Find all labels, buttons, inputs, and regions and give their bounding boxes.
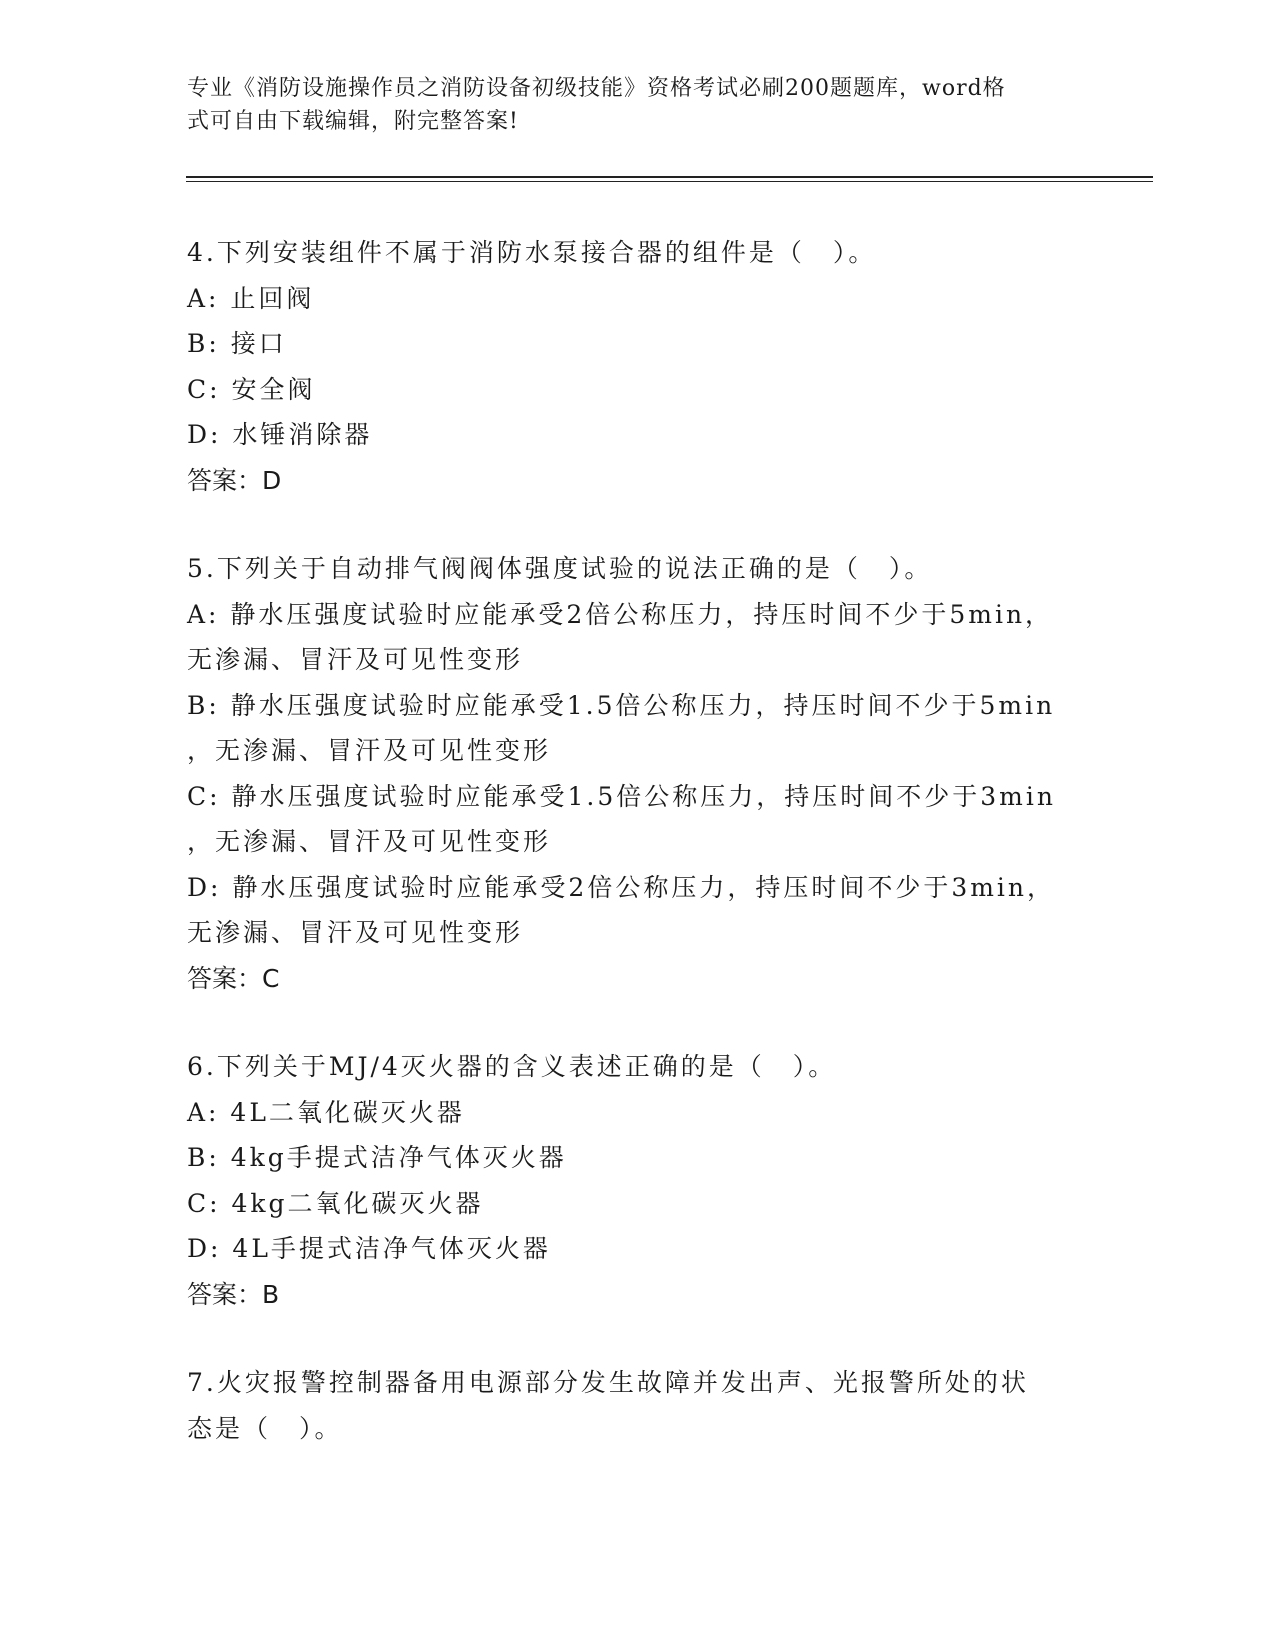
option-a: A: 静水压强度试验时应能承受2倍公称压力，持压时间不少于5min， [187,599,1054,629]
option-d: D: 4L手提式洁净气体灭火器 [187,1234,551,1263]
header-divider-thick [186,176,1153,178]
answer-label: 答案：C [187,963,280,993]
question-stem: 4.下列安装组件不属于消防水泵接合器的组件是（ ）。 [187,238,877,267]
option-b: B: 4kg手提式洁净气体灭火器 [187,1143,567,1172]
answer-label: 答案：B [187,1279,280,1309]
question-stem: 6.下列关于MJ/4灭火器的含义表述正确的是（ ）。 [187,1052,837,1081]
header-line-2: 式可自由下载编辑，附完整答案! [187,109,519,134]
question-stem-continued: 态是（ ）。 [187,1413,343,1443]
option-d-continued: 无渗漏、冒汗及可见性变形 [187,918,524,947]
question-4 [187,230,1087,503]
option-b-continued: ，无渗漏、冒汗及可见性变形 [187,736,552,765]
option-b: B: 静水压强度试验时应能承受1.5倍公称压力，持压时间不少于5min [187,690,1056,720]
question-5 [187,546,1087,1001]
option-c: C: 4kg二氧化碳灭火器 [187,1188,484,1218]
option-d: D: 水锤消除器 [187,420,373,449]
option-a: A: 4L二氧化碳灭火器 [187,1097,465,1127]
question-6 [187,1044,1087,1317]
question-stem: 5.下列关于自动排气阀阀体强度试验的说法正确的是（ ）。 [187,554,933,583]
option-b: B: 接口 [187,329,287,358]
option-a-continued: 无渗漏、冒汗及可见性变形 [187,645,524,674]
option-c: C: 静水压强度试验时应能承受1.5倍公称压力，持压时间不少于3min [187,781,1056,811]
answer-label: 答案：D [187,465,282,495]
option-c-continued: ，无渗漏、冒汗及可见性变形 [187,827,552,856]
question-stem: 7.火灾报警控制器备用电源部分发生故障并发出声、光报警所处的状 [187,1368,1029,1397]
question-list [187,230,1087,1494]
option-c: C: 安全阀 [187,374,316,404]
option-d: D: 静水压强度试验时应能承受2倍公称压力，持压时间不少于3min， [187,872,1056,902]
option-a: A: 止回阀 [187,283,315,313]
header-divider-thin [186,181,1153,182]
question-7 [187,1360,1087,1451]
header-line-1: 专业《消防设施操作员之消防设备初级技能》资格考试必刷200题题库，word格 [187,76,1006,101]
document-header [187,72,1067,138]
